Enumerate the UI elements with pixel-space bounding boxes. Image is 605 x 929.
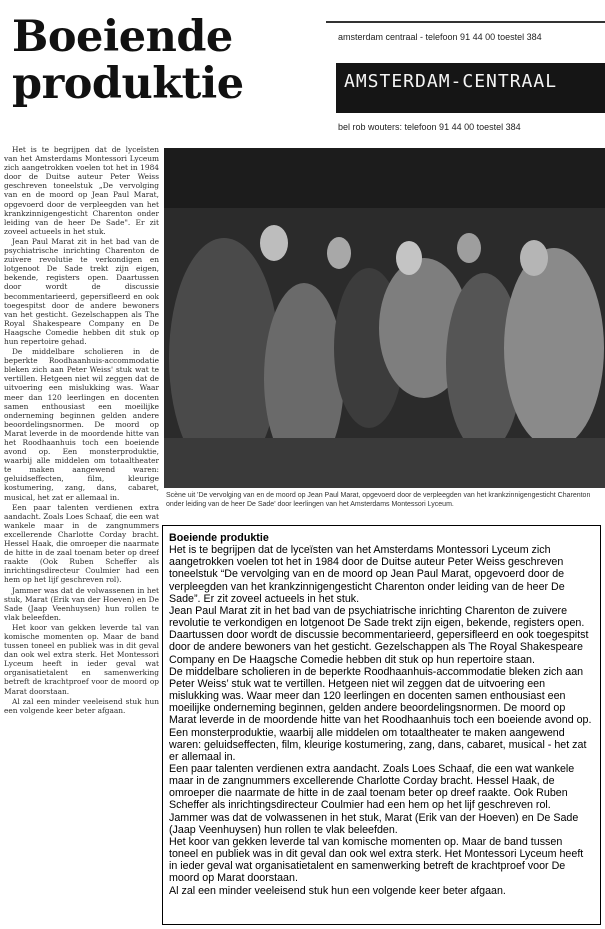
transcript-paragraph: Het koor van gekken leverde tal van komische momenten op. Maar de band tussen toneel en publiek was in dit geval dan ook wel extra sterk. Het Montessori Lyceum heeft in ieder geval wat organisatietalent en samenwerking betreft de krachtproef voor De moord op Marat doorstaan. xyxy=(169,835,584,885)
transcript-paragraph: Al zal een minder veeleisend stuk hun een volgende keer beter afgaan. xyxy=(169,884,506,897)
transcript-paragraph: De middelbare scholieren in de beperkte Roodhaanhuis-accommodatie bleken zich aan Peter Weiss’ stuk wat te vertillen. Hetgeen niet wil zeggen dat de uitvoering een mislukking was. Waar meer dan 120 leerlingen en docenten samen enthousiast een moeilijke onderneming beginnen, gelden andere beoordelingsnormen. De moord op Marat leverde in de moordende hitte van het Roodhaanhuis toch een boeiende avond op. Een monsterproduktie, waarbij alle middelen om totaaltheater te maken aangewend waren: geluidseffecten, film, kleurige kostumering, zang, dans, cabaret, musical - het zat er allemaal in. xyxy=(169,665,592,763)
column-paragraph: Het is te begrijpen dat de lyceïsten van het Amsterdams Montessori Lyceum zich aangetrokken voelen tot het in 1984 door de Duitse auteur Peter Weiss geschreven toneelstuk „De vervolging van en de moord op Jean Paul Marat, opgevoerd door de verpleegden van het krankzinnigengesticht Charenton onder leiding van de heer De Sade". Er zit zoveel actueels in het stuk. xyxy=(4,145,159,236)
column-paragraph: Het koor van gekken leverde tal van komische momenten op. Maar de band tussen toneel en publiek was in dit geval dan ook wel extra sterk. Het Montessori Lyceum heeft in ieder geval wat organisatietalent en samenwerking betreft de krachtproef voor de moord op Marat doorstaan. xyxy=(4,622,159,696)
stage-photo xyxy=(164,148,605,488)
transcript-paragraph: Jammer was dat de volwassenen in het stuk, Marat (Erik van der Hoeven) en De Sade (Jaap Veenhuysen) hun rollen te vlak beleefden. xyxy=(169,811,579,836)
stage-photo-image xyxy=(164,148,605,488)
masthead-banner xyxy=(336,63,605,113)
column-paragraph: Jammer was dat de volwassenen in het stuk, Marat (Erik van der Hoeven) en De Sade (Jaap Veenhuysen) hun rollen te vlak beleefden. xyxy=(4,585,159,622)
photo-caption: Scène uit 'De vervolging van en de moord op Jean Paul Marat, opgevoerd door de verpleegden van het krankzinnigengesticht Charenton onder leiding van de heer De Sade' door leerlingen van het Amsterdams Montessori Lyceum. xyxy=(166,492,591,508)
transcript-paragraph: Een paar talenten verdienen extra aandacht. Zoals Loes Schaaf, die een wat wankele maar in de zangnummers excellerende Charlotte Corday bracht. Hessel Haak, de omroeper die naarmate de hitte in de zaal toenam beter op dreef raakte. Ook Ruben Scheffer als inrichtingsdirecteur Coulmier had een hem op het lijf geschreven rol. xyxy=(169,762,575,812)
masthead-top-line: amsterdam centraal - telefoon 91 44 00 toestel 384 xyxy=(338,32,542,42)
column-paragraph: Jean Paul Marat zit in het bad van de psychiatrische inrichting Charenton de zuivere revolutie te verkondigen en lotgenoot De Sade trekt zijn eigen, bekende, registers open. Daartussen door wordt de discussie becommentarieerd, gepersifleerd en ook toegespitst door de andere bewoners van het gesticht. Gezelschappen als The Royal Shakespeare Company en De Haagsche Comedie hebben dit stuk op hun repertoire gehad. xyxy=(4,236,159,346)
masthead-banner-text: AMSTERDAM-CENTRAAL xyxy=(344,71,558,92)
masthead-rule xyxy=(326,21,605,23)
headline xyxy=(12,14,312,108)
transcript-paragraph: Jean Paul Marat zit in het bad van de psychiatrische inrichting Charenton de zuivere revolutie te verkondigen en lotgenoot De Sade trekt zijn eigen, bekende, registers open. Daartussen door wordt de discussie becommentarieerd, gepersifleerd en ook toegespitst door de andere bewoners van het gesticht. Gezelschappen als The Royal Shakespeare Company en De Haagsche Comedie hebben dit stuk op hun repertoire staan. xyxy=(169,604,589,666)
article-column xyxy=(4,145,159,715)
column-paragraph: Al zal een minder veeleisend stuk hun een volgende keer beter afgaan. xyxy=(4,696,159,715)
transcript-paragraph: Het is te begrijpen dat de lyceïsten van het Amsterdams Montessori Lyceum zich aangetrokken voelen tot het in 1984 door de Duitse auteur Peter Weiss geschreven toneelstuk “De vervolging van en de moord op Jean Paul Marat, opgevoerd door de verpleegden van het krankzinnigengesticht Charenton onder leiding van de heer De Sade”. Er zit zoveel actueels in het stuk. xyxy=(169,544,565,605)
masthead-bottom-line: bel rob wouters: telefoon 91 44 00 toestel 384 xyxy=(338,122,521,132)
headline-line-1: Boeiende xyxy=(12,12,233,62)
masthead xyxy=(326,18,605,142)
headline-line-2: produktie xyxy=(12,59,244,109)
column-paragraph: De middelbare scholieren in de beperkte Roodhaanhuis-accommodatie bleken zich aan Peter Weiss' stuk wat te vertillen. Hetgeen niet wil zeggen dat de uitvoering een mislukking was. Waar meer dan 120 leerlingen en docenten samen enthousiast een moeilijke onderneming beginnen gelden andere beoordelingsnormen. De moord op Marat leverde in de moordende hitte van het Roodhaanhuis toch een boeiende avond op. Een monsterproduktie, waarbij alle middelen om totaaltheater te maken aangewend waren: geluidseffecten, film, kleurige kostumering, zang, dans, cabaret, musical, het zat er allemaal in. xyxy=(4,347,159,502)
column-paragraph: Een paar talenten verdienen extra aandacht. Zoals Loes Schaaf, die een wat wankele maar in de zangnummers excellerende Charlotte Corday bracht. Hessel Haak, die omroeper die naarmate de hitte in de zaal toenam beter op dreef raakte (Ook Ruben Scheffer als inrichtingsdirecteur Coulmier had een hem op het lijf geschreven rol). xyxy=(4,502,159,585)
transcript-title: Boeiende produktie xyxy=(169,532,269,544)
transcript-box xyxy=(162,525,601,925)
